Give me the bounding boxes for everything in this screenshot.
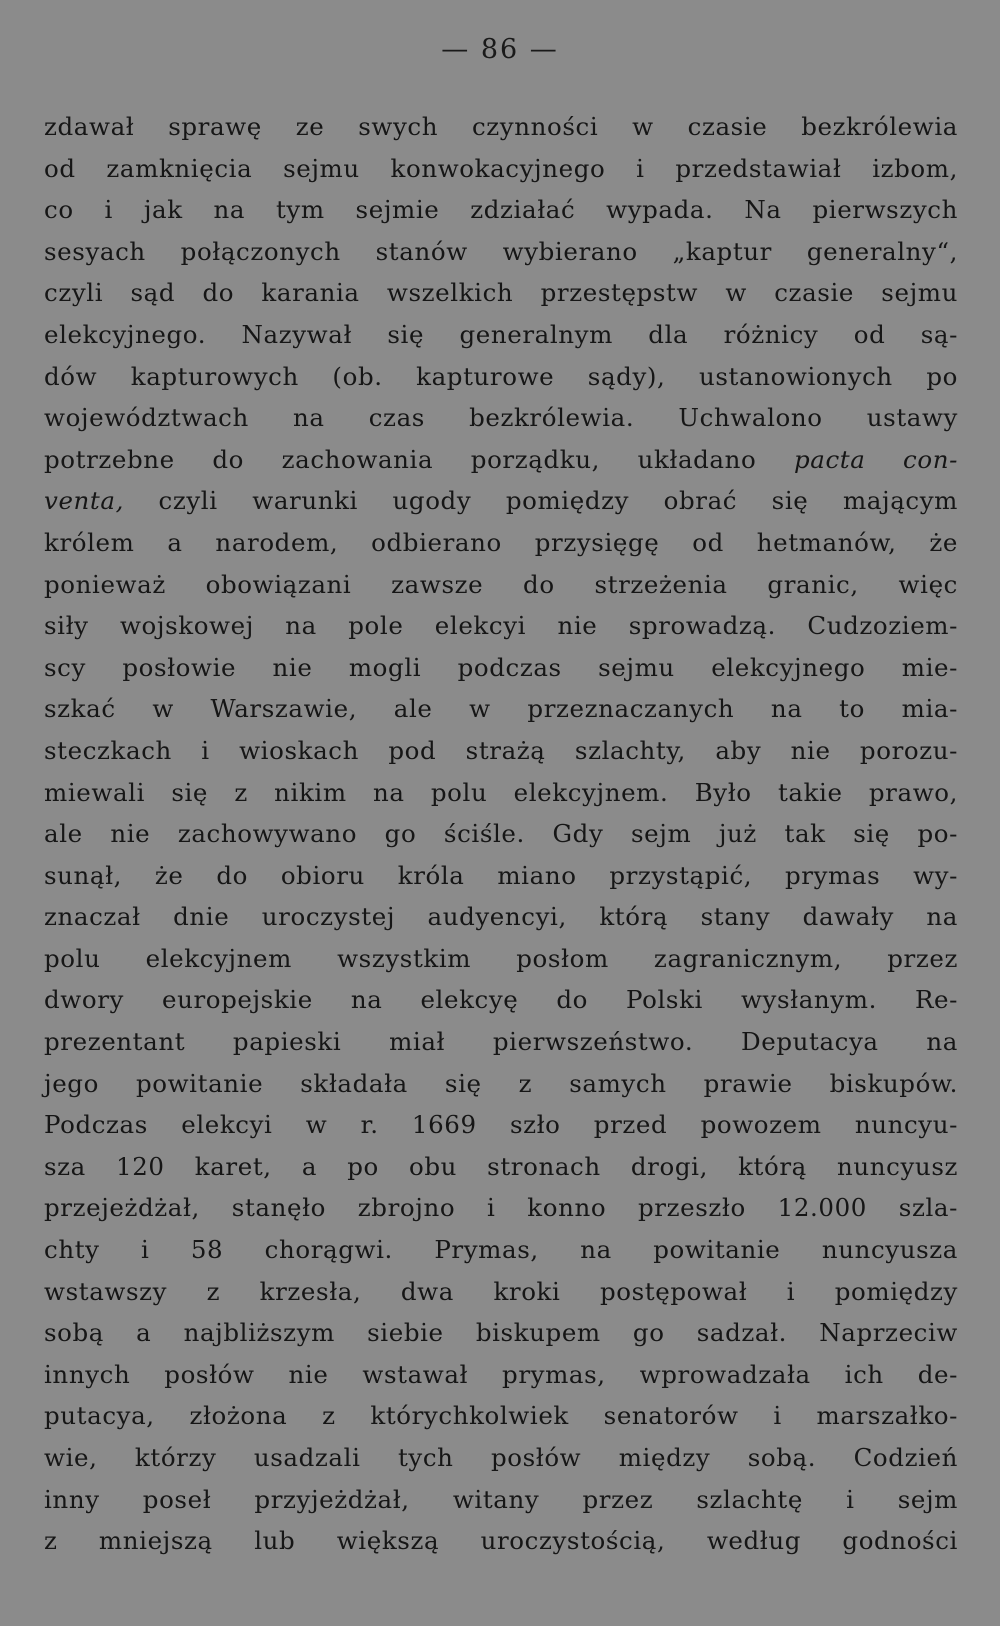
text-line: sesyach połączonych stanów wybierano „kaptur generalny“, bbox=[44, 236, 958, 266]
text-line: od zamknięcia sejmu konwokacyjnego i przedstawiał izbom, bbox=[44, 153, 958, 183]
text-line: prezentant papieski miał pierwszeństwo. Deputacya na bbox=[44, 1027, 958, 1057]
text-line: sunął, że do obioru króla miano przystąpić, prymas wy- bbox=[44, 860, 958, 890]
text-line: siły wojskowej na pole elekcyi nie sprowadzą. Cudzoziem- bbox=[44, 611, 958, 641]
text-line: jego powitanie składała się z samych prawie biskupów. bbox=[44, 1068, 958, 1098]
text-line: sobą a najbliższym siebie biskupem go sadzał. Naprzeciw bbox=[44, 1318, 958, 1348]
text-line: województwach na czas bezkrólewia. Uchwalono ustawy bbox=[44, 403, 958, 433]
text-line: venta, czyli warunki ugody pomiędzy obrać się mającym bbox=[44, 486, 958, 516]
text-line: Podczas elekcyi w r. 1669 szło przed powozem nuncyu- bbox=[44, 1110, 958, 1140]
text-line: chty i 58 chorągwi. Prymas, na powitanie nuncyusza bbox=[44, 1235, 958, 1265]
page-number: — 86 — bbox=[441, 34, 559, 65]
text-line: znaczał dnie uroczystej audyencyi, którą stany dawały na bbox=[44, 902, 958, 932]
text-line: królem a narodem, odbierano przysięgę od hetmanów, że bbox=[44, 527, 958, 557]
text-line: ponieważ obowiązani zawsze do strzeżenia granic, więc bbox=[44, 569, 958, 599]
text-line: potrzebne do zachowania porządku, układano pacta con- bbox=[44, 444, 958, 474]
text-line: wstawszy z krzesła, dwa kroki postępował i pomiędzy bbox=[44, 1276, 958, 1306]
text-line: sza 120 karet, a po obu stronach drogi, którą nuncyusz bbox=[44, 1151, 958, 1181]
text-line: elekcyjnego. Nazywał się generalnym dla różnicy od są- bbox=[44, 319, 958, 349]
text-line: zdawał sprawę ze swych czynności w czasie bezkrólewia bbox=[44, 112, 958, 141]
text-line: z mniejszą lub większą uroczystością, według godności bbox=[44, 1526, 958, 1556]
text-line: czyli sąd do karania wszelkich przestępstw w czasie sejmu bbox=[44, 278, 958, 308]
text-line: inny poseł przyjeżdżał, witany przez szlachtę i sejm bbox=[44, 1484, 958, 1514]
text-line: putacya, złożona z którychkolwiek senatorów i marszałko- bbox=[44, 1401, 958, 1431]
text-line: scy posłowie nie mogli podczas sejmu elekcyjnego mie- bbox=[44, 652, 958, 682]
italic-phrase: venta, bbox=[44, 486, 124, 516]
text-line: innych posłów nie wstawał prymas, wprowadzała ich de- bbox=[44, 1359, 958, 1389]
text-line: miewali się z nikim na polu elekcyjnem. Było takie prawo, bbox=[44, 777, 958, 807]
text-line: co i jak na tym sejmie zdziałać wypada. Na pierwszych bbox=[44, 195, 958, 225]
text-line: polu elekcyjnem wszystkim posłom zagranicznym, przez bbox=[44, 943, 958, 973]
text-line: dów kapturowych (ob. kapturowe sądy), ustanowionych po bbox=[44, 361, 958, 391]
text-line: przejeżdżał, stanęło zbrojno i konno przeszło 12.000 szla- bbox=[44, 1193, 958, 1223]
italic-phrase: pacta con- bbox=[793, 444, 958, 474]
text-line: dwory europejskie na elekcyę do Polski wysłanym. Re- bbox=[44, 985, 958, 1015]
text-line: wie, którzy usadzali tych posłów między sobą. Codzień bbox=[44, 1443, 958, 1472]
text-line: ale nie zachowywano go ściśle. Gdy sejm już tak się po- bbox=[44, 819, 958, 849]
body-text bbox=[44, 106, 958, 1562]
text-line: szkać w Warszawie, ale w przeznaczanych na to mia- bbox=[44, 694, 958, 724]
text-line: steczkach i wioskach pod strażą szlachty, aby nie porozu- bbox=[44, 735, 958, 765]
